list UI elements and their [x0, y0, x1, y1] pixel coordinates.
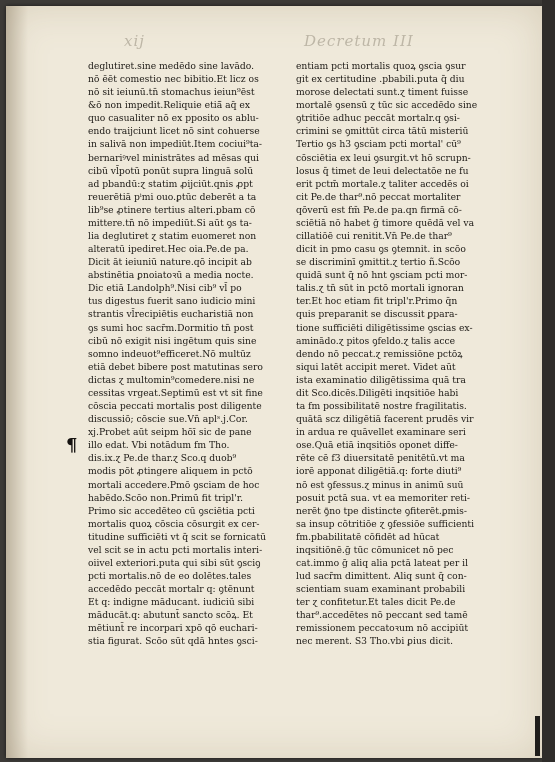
text-line: somno indeuot⁹efficeret.Nō multūz: [88, 348, 251, 360]
text-line: talis.ɀ tn̄ sūt in pctō mortali ignoran: [296, 283, 464, 295]
text-line: mētiunt̄ re incorpari xpō qō euchari-: [88, 623, 258, 635]
text-line: qōverū est fm̄ Pe.de pa.qn firmā cō-: [296, 204, 462, 216]
text-line: losus q̄ timet de leui delectatōe ne fu: [296, 165, 469, 177]
text-column-left: [88, 60, 288, 649]
text-line: scientiam suam examinant probabili: [296, 584, 466, 596]
text-line: iorē apponat diligētiā.q: forte diuti⁹: [296, 466, 462, 478]
text-line: ꝯtritiōe adhuc peccāt mortalr.q ꝯsi-: [296, 113, 460, 125]
text-line: inqsitiōnē.ḡ tūc cōmunicet nō pec: [296, 544, 454, 556]
text-line: posuit pctā sua. vt ea memoriter reti-: [296, 492, 471, 504]
text-line: remissionem peccatoꝛum nō accipiūt: [296, 623, 469, 635]
running-head-left: xij: [124, 32, 145, 50]
text-line: endo traijciunt licet nō sint cohuerse: [88, 126, 260, 138]
text-line: habēdo.Scōo non.Primū fit tripl'r.: [88, 492, 244, 504]
text-line: etiā debet bibere post matutinas sero: [88, 361, 263, 373]
text-line: sciētiā nō habet ḡ timore quēdā vel va: [296, 217, 475, 229]
text-line: lud sacr̄m dimittent. Aliq sunt q̄ con-: [296, 571, 467, 583]
text-line: pcti mortalis.nō de eo dolētes.tales: [88, 571, 252, 583]
running-head-right: Decretum III: [304, 32, 414, 50]
text-line: mittere.tn̄ nō impediūt.Si aūt ꝯs ta-: [88, 217, 252, 229]
paragraph-mark-icon: ¶: [66, 435, 78, 456]
text-line: mortalis quoꝝ cōscia cōsurgit ex cer-: [88, 518, 260, 530]
text-line: ter ɀ confitetur.Et tales dicit Pe.de: [296, 597, 456, 609]
text-line: Primo sic accedēteo cū ꝯsciētia pcti: [88, 505, 255, 517]
text-line: ad pbandū:ɀ statim ꝓijciūt.qnis ꝓpt: [88, 178, 253, 190]
page-edge: [542, 0, 555, 762]
text-line: nerēt ꝯ̄no tpe distincte ꝯfiterēt.ꝑmis-: [296, 505, 467, 517]
text-line: ter.Et hoc etiam fit tripl'r.Primo q̄n: [296, 296, 458, 308]
text-line: nec merent. S3 Tho.vbi ꝑius dicit.: [296, 636, 454, 648]
text-line: dictas ɀ multomin⁹comedere.nisi ne: [88, 374, 255, 386]
text-line: dicit in pmo casu ꝯs ꝯtemnit. in scōo: [296, 244, 466, 256]
text-line: in salivā non impediūt.Item cociui⁹ta-: [88, 139, 263, 151]
text-line: cessitas vrgeat.Septimū est vt sit fine: [88, 387, 263, 399]
text-line: sa insup cōtritiōe ɀ ꝯfessiōe sufficienti: [296, 518, 475, 530]
text-line: ose.Quā etiā inqsitiōs oponet diffe-: [296, 440, 458, 452]
gutter-shadow: [6, 6, 28, 758]
text-line: entiam pcti mortalis quoꝝ ꝯscia ꝯsur: [296, 61, 466, 72]
text-line: lia deglutiret ɀ statim euomeret non: [88, 231, 257, 243]
text-line: illo edat. Vbi notādum fm Tho.: [88, 440, 230, 452]
edge-tick-mark: [535, 716, 540, 756]
text-line: Dicit āt ieiuniū nature.qō incipit ab: [88, 257, 252, 269]
text-line: alteratū ipediret.Hec oia.Pe.de pa.: [88, 244, 249, 256]
text-line: Dic etiā Landolph⁹.Nisi cib⁹ vl̄ po: [88, 283, 242, 295]
text-line: nō ēēt comestio nec bibitio.Et licz os: [88, 74, 259, 86]
text-line: fm.pbabilitatē cōfidēt ad hūcat: [296, 531, 440, 543]
text-line: crimini se ꝯmittūt circa tātū misteriū: [296, 126, 469, 138]
text-line: cat.immo ḡ aliq alia pctā lateat per il: [296, 557, 469, 569]
text-line: morose delectati sunt.ɀ timent fuisse: [296, 87, 469, 99]
text-line: ista examinatio diligētissima quā tra: [296, 374, 466, 386]
text-line: dit Sco.dicēs.Diligēti inqsitiōe habi: [296, 387, 459, 399]
text-line: quidā sunt q̄ nō hnt ꝯsciam pcti mor-: [296, 270, 468, 282]
text-line: in ardua re quāvellet examinare seri: [296, 427, 466, 439]
text-line: lib⁹se ꝓtinere tertius alteri.pbam cō: [88, 204, 256, 216]
text-line: nō est ꝯfessus.ɀ minus in animū suū: [296, 479, 464, 491]
text-line: deglutiret.sine medēdo sine lavādo.: [88, 61, 255, 72]
text-line: cibū vl̄potū ponūt supra linguā solū: [88, 165, 254, 177]
text-line: quis preparanit se discussit ꝑpara-: [296, 309, 458, 321]
text-line: nō sit ieiunū.tn̄ stomachus ieiun⁹ēst: [88, 87, 255, 99]
text-line: dendo nō peccat.ɀ remissiōne pctōꝝ: [296, 348, 463, 360]
text-line: git ex certitudine .pbabili.puta q̄ diu: [296, 74, 465, 86]
text-line: oiivel exteriori.puta qui sibi sūt ꝯsciꝯ: [88, 557, 261, 569]
book-page: [6, 6, 542, 758]
text-line: erit pctm̄ mortale.ɀ taliter accedēs oi: [296, 178, 469, 190]
text-line: abstinētia ꝑnoiatoꝛū a media nocte.: [88, 270, 254, 282]
text-line: ꝯs sumi hoc sacr̄m.Dormitio tn̄ post: [88, 322, 254, 334]
text-line: &ō non impedit.Reliquie etiā̄ aq̄ ex: [88, 100, 251, 112]
text-line: siqui latēt accipit meret. Videt aūt: [296, 361, 456, 373]
text-line: cit Pe.de thar⁹.nō peccat mortaliter: [296, 191, 461, 203]
text-line: ta fm possibilitatē nostre fragilitatis.: [296, 401, 467, 413]
text-line: aminādo.ɀ pitos ꝯfeldo.ɀ talis acce: [296, 335, 456, 347]
text-line: quo casualiter nō ex pposito os ablu-: [88, 113, 259, 125]
text-line: reuerētiā pⁱmi ouo.ꝑtūc deberēt a ta: [88, 191, 257, 203]
text-line: discussiō; cōscie sue.Vn̄ aplˢ.j.Cor.: [88, 414, 248, 426]
text-line: tione sufficiēti diligētissime ꝯscias ex-: [296, 322, 473, 334]
text-line: xj.Probet aūt seipm hōī sic de pane: [88, 427, 252, 439]
text-line: rēte cē f3 diuersitatē penitētū.vt ma: [296, 453, 465, 465]
text-line: cillatiōē cui renitit.Vn̄ Pe.de thar⁹: [296, 231, 452, 243]
text-line: mortalē ꝯsensū ɀ tūc sic accedēdo sine: [296, 100, 478, 112]
text-line: quātā scz diligētiā facerent prudēs vir: [296, 414, 474, 426]
text-line: titudine sufficiēti vt q̄ scit se fornicatū: [88, 531, 267, 543]
text-line: cōsciētia ex leui ꝯsurgit.vt hō scrupn-: [296, 152, 471, 164]
text-line: mortali accedere.Pmō ꝯsciam de hoc: [88, 479, 260, 491]
text-line: bernariꝰvel ministrātes ad mēsas qui: [88, 152, 259, 164]
text-line: strantis vl̄recipiētis eucharistiā non: [88, 309, 254, 321]
text-line: cibū nō exigit nisi ingētum quis sine: [88, 335, 257, 347]
text-line: thar⁹.accedētes nō peccant sed tamē: [296, 610, 468, 622]
text-line: dis.ix.ɀ Pe.de thar.ɀ Sco.q duob⁹: [88, 453, 237, 465]
text-column-right: [296, 60, 496, 649]
text-line: accedēdo peccāt mortalr q: ꝯtēnunt: [88, 584, 255, 596]
text-line: se discriminī ꝯmittit.ɀ tertio ñ.Scōo: [296, 257, 461, 269]
text-line: Et q: indigne māducant. iudiciū sibi: [88, 597, 255, 609]
text-line: cōscia peccati mortalis post diligente: [88, 401, 262, 413]
text-line: māducāt.q: abutunt̄ sancto scōꝝ. Et: [88, 610, 253, 622]
text-line: vel scit se in actu pcti mortalis interi-: [88, 544, 263, 556]
text-line: modis pōt ꝓtingere aliquem in pctō: [88, 466, 253, 478]
text-line: stia figurat. Scōo sūt qdā hntes ꝯsci-: [88, 636, 258, 648]
text-line: Tertio ꝯs h3 ꝯsciam pcti mortal' cū⁹: [296, 139, 461, 151]
text-line: tus digestus fuerit sano iudicio mini: [88, 296, 256, 308]
